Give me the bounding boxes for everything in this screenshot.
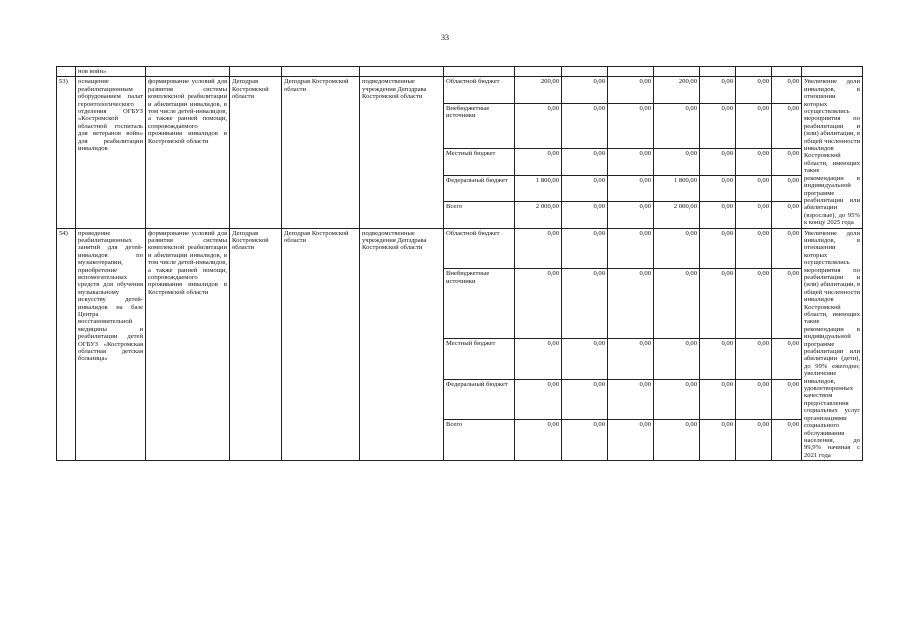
goal-cell: формирование условий для развития системы комплексной реабилитации и абилитации инвалидов, в том числе детей-инвалидов, а также ранней помощи, сопровождаемого проживания инвалидов в Костромской области xyxy=(146,77,230,228)
amount-cell: 0,00 xyxy=(772,149,802,175)
program-table xyxy=(56,66,863,461)
amount-cell: 0,00 xyxy=(772,269,802,339)
cell xyxy=(515,67,562,77)
continuation-cell: нов войн» xyxy=(76,67,146,77)
amount-cell: 0,00 xyxy=(654,228,700,269)
amount-cell: 0,00 xyxy=(772,77,802,103)
cell xyxy=(146,67,230,77)
funding-source-cell: Всего xyxy=(444,202,515,228)
responsible-cell: Депздрав Костромской области xyxy=(230,77,282,228)
funding-source-cell: Местный бюджет xyxy=(444,149,515,175)
result-cell: Увеличение доли инвалидов, в отношении которых осуществлялись мероприятия по реабилитации и (или) абилитации, в общей численности инвалидов Костромской области, имеющих такие рекомендации в индивидуальной программе реабилитации или абилитации (дети), до 99% ежегодно; увеличение инвалидов, удовлетворенных качеством предоставления социальных услуг организациями социального обслуживания населения, до 99,9% начиная с 2021 года xyxy=(802,228,863,461)
table-row xyxy=(57,228,863,269)
amount-cell: 0,00 xyxy=(562,175,608,201)
coexecutor-cell: Депздрав Костромской области xyxy=(282,77,360,228)
amount-cell: 0,00 xyxy=(515,228,562,269)
cell xyxy=(562,67,608,77)
amount-cell: 0,00 xyxy=(736,420,772,461)
amount-cell: 0,00 xyxy=(772,379,802,420)
amount-cell: 1 800,00 xyxy=(515,175,562,201)
amount-cell: 200,00 xyxy=(654,77,700,103)
amount-cell: 0,00 xyxy=(608,149,654,175)
result-cell: Увеличение доли инвалидов, в отношении которых осуществлялись мероприятия по реабилитации и (или) абилитации, в общей численности инвалидов Костромской области, имеющих такие рекомендации в индивидуальной программе реабилитации или абилитации (взрослые), до 95% к концу 2025 года xyxy=(802,77,863,228)
amount-cell: 1 800,00 xyxy=(654,175,700,201)
amount-cell: 0,00 xyxy=(562,202,608,228)
amount-cell: 0,00 xyxy=(608,103,654,148)
amount-cell: 0,00 xyxy=(772,228,802,269)
row-number-cell: 53) xyxy=(57,77,76,228)
amount-cell: 0,00 xyxy=(736,338,772,379)
page-number: 33 xyxy=(441,33,449,42)
amount-cell: 0,00 xyxy=(654,149,700,175)
cell xyxy=(654,67,700,77)
amount-cell: 0,00 xyxy=(608,269,654,339)
amount-cell: 0,00 xyxy=(562,77,608,103)
amount-cell: 0,00 xyxy=(736,149,772,175)
amount-cell: 0,00 xyxy=(608,420,654,461)
amount-cell: 0,00 xyxy=(608,228,654,269)
amount-cell: 0,00 xyxy=(562,269,608,339)
cell xyxy=(736,67,772,77)
amount-cell: 0,00 xyxy=(700,379,736,420)
cell xyxy=(230,67,282,77)
amount-cell: 0,00 xyxy=(700,228,736,269)
amount-cell: 0,00 xyxy=(515,269,562,339)
participants-cell: подведомственные учреждения Депздрава Костромской области xyxy=(360,228,444,461)
amount-cell: 0,00 xyxy=(736,202,772,228)
amount-cell: 0,00 xyxy=(654,379,700,420)
funding-source-cell: Местный бюджет xyxy=(444,338,515,379)
amount-cell: 2 000,00 xyxy=(654,202,700,228)
event-cell: проведение реабилитационных занятий для детей-инвалидов по музыкотерапии, приобретение вспомогательных средств для обучения музыкальному искусству детей-инвалидов на базе Центра восстановительной медицины и реабилитации детей ОГБУЗ «Костромская областная детская больница» xyxy=(76,228,146,461)
amount-cell: 0,00 xyxy=(736,269,772,339)
amount-cell: 0,00 xyxy=(772,175,802,201)
amount-cell: 0,00 xyxy=(562,338,608,379)
amount-cell: 0,00 xyxy=(654,338,700,379)
continuation-row xyxy=(57,67,863,77)
amount-cell: 0,00 xyxy=(700,77,736,103)
cell xyxy=(360,67,444,77)
funding-source-cell: Всего xyxy=(444,420,515,461)
cell xyxy=(700,67,736,77)
amount-cell: 0,00 xyxy=(562,379,608,420)
goal-cell: формирование условий для развития системы комплексной реабилитации и абилитации инвалидов, в том числе детей-инвалидов, а также ранней помощи, сопровождаемого проживания инвалидов в Костромской области xyxy=(146,228,230,461)
amount-cell: 0,00 xyxy=(654,269,700,339)
responsible-cell: Депздрав Костромской области xyxy=(230,228,282,461)
amount-cell: 0,00 xyxy=(736,103,772,148)
amount-cell: 0,00 xyxy=(562,228,608,269)
cell xyxy=(444,67,515,77)
amount-cell: 0,00 xyxy=(654,103,700,148)
funding-source-cell: Областной бюджет xyxy=(444,228,515,269)
event-cell: оснащение реабилитационным оборудованием палат геронтологического отделения ОГБУЗ «Костромской областной госпиталь для ветеранов войн» для реабилитации инвалидов xyxy=(76,77,146,228)
amount-cell: 0,00 xyxy=(608,175,654,201)
amount-cell: 0,00 xyxy=(608,77,654,103)
amount-cell: 0,00 xyxy=(700,420,736,461)
amount-cell: 0,00 xyxy=(608,379,654,420)
funding-source-cell: Внебюджетные источники xyxy=(444,269,515,339)
coexecutor-cell: Депздрав Костромской области xyxy=(282,228,360,461)
amount-cell: 0,00 xyxy=(562,149,608,175)
amount-cell: 0,00 xyxy=(608,202,654,228)
amount-cell: 0,00 xyxy=(772,420,802,461)
amount-cell: 0,00 xyxy=(700,149,736,175)
amount-cell: 0,00 xyxy=(700,338,736,379)
cell xyxy=(282,67,360,77)
amount-cell: 0,00 xyxy=(772,338,802,379)
amount-cell: 0,00 xyxy=(515,420,562,461)
table-row xyxy=(57,77,863,103)
cell xyxy=(57,67,76,77)
amount-cell: 0,00 xyxy=(736,379,772,420)
amount-cell: 0,00 xyxy=(700,269,736,339)
amount-cell: 200,00 xyxy=(515,77,562,103)
amount-cell: 0,00 xyxy=(515,103,562,148)
amount-cell: 0,00 xyxy=(700,202,736,228)
cell xyxy=(802,67,863,77)
amount-cell: 0,00 xyxy=(736,175,772,201)
amount-cell: 0,00 xyxy=(515,379,562,420)
amount-cell: 0,00 xyxy=(515,338,562,379)
amount-cell: 0,00 xyxy=(700,103,736,148)
cell xyxy=(772,67,802,77)
funding-source-cell: Федеральный бюджет xyxy=(444,379,515,420)
cell xyxy=(608,67,654,77)
amount-cell: 0,00 xyxy=(654,420,700,461)
amount-cell: 0,00 xyxy=(736,77,772,103)
amount-cell: 0,00 xyxy=(772,103,802,148)
participants-cell: подведомственные учреждения Депздрава Костромской области xyxy=(360,77,444,228)
amount-cell: 0,00 xyxy=(736,228,772,269)
amount-cell: 0,00 xyxy=(608,338,654,379)
funding-source-cell: Федеральный бюджет xyxy=(444,175,515,201)
amount-cell: 0,00 xyxy=(515,149,562,175)
funding-source-cell: Областной бюджет xyxy=(444,77,515,103)
amount-cell: 0,00 xyxy=(772,202,802,228)
amount-cell: 2 000,00 xyxy=(515,202,562,228)
amount-cell: 0,00 xyxy=(700,175,736,201)
amount-cell: 0,00 xyxy=(562,420,608,461)
row-number-cell: 54) xyxy=(57,228,76,461)
amount-cell: 0,00 xyxy=(562,103,608,148)
funding-source-cell: Внебюджетные источники xyxy=(444,103,515,148)
